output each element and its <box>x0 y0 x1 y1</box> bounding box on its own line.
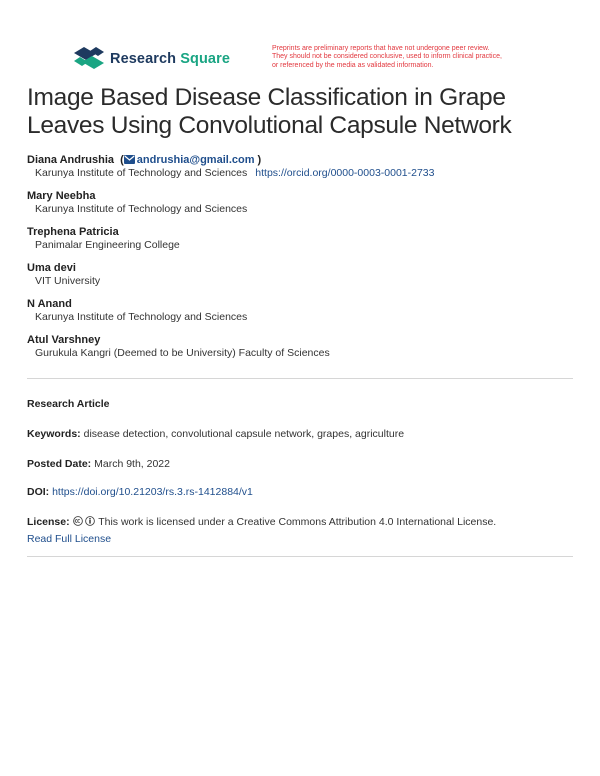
author-name: Diana Andrushia <box>27 154 114 166</box>
author-name: N Anand <box>27 298 72 310</box>
author-name: Trephena Patricia <box>27 226 119 238</box>
logo-word-square: Square <box>180 51 230 67</box>
article-type-label: Research Article <box>27 398 110 410</box>
author-entry <box>27 333 577 369</box>
author-affiliation: VIT University <box>35 275 101 287</box>
license-text: This work is licensed under a Creative Commons Attribution 4.0 International License. <box>98 516 497 528</box>
creative-commons-icon <box>73 516 83 526</box>
posted-date-label: Posted Date: <box>27 458 92 470</box>
orcid-link[interactable]: https://orcid.org/0000-0003-0001-2733 <box>255 167 435 179</box>
section-divider <box>27 556 573 557</box>
keywords-label: Keywords: <box>27 428 81 440</box>
author-name: Mary Neebha <box>27 190 96 202</box>
author-list <box>27 153 577 369</box>
author-name: Atul Varshney <box>27 334 101 346</box>
disclaimer-line: or referenced by the media as validated information. <box>272 61 434 69</box>
envelope-icon <box>124 155 135 164</box>
license-link-row <box>27 533 577 545</box>
article-type <box>27 398 577 410</box>
doi-row <box>27 486 577 498</box>
logo-word-research: Research <box>110 51 177 67</box>
paper-title <box>27 84 577 140</box>
posted-date-value: March 9th, 2022 <box>94 458 170 470</box>
license-label: License: <box>27 516 70 528</box>
section-divider <box>27 378 573 379</box>
research-square-logo[interactable] <box>74 47 230 71</box>
author-entry <box>27 225 577 261</box>
author-affiliation: Panimalar Engineering College <box>35 239 180 251</box>
keywords-value: disease detection, convolutional capsule network, grapes, agriculture <box>83 428 405 440</box>
author-affiliation: Karunya Institute of Technology and Sciences <box>35 203 248 215</box>
preprint-disclaimer <box>272 45 572 70</box>
research-square-logo-icon <box>74 47 104 71</box>
read-full-license-link[interactable]: Read Full License <box>27 533 112 545</box>
author-affiliation: Gurukula Kangri (Deemed to be University) Faculty of Sciences <box>35 347 330 359</box>
license-row <box>27 516 577 528</box>
doi-label: DOI: <box>27 486 50 498</box>
author-entry <box>27 297 577 333</box>
posted-date-row <box>27 458 577 470</box>
author-entry: Diana Andrushia ( andrushia@gmail.com ) Karunya Institute of Technology and Sciences https://orcid.org/0000-0003-0001-2733 <box>27 154 435 179</box>
doi-link[interactable]: https://doi.org/10.21203/rs.3.rs-1412884/v1 <box>52 486 253 498</box>
attribution-icon <box>85 516 95 526</box>
title-line: Image Based Disease Classification in Grape <box>27 84 506 111</box>
author-name: Uma devi <box>27 262 76 274</box>
author-affiliation: Karunya Institute of Technology and Sciences <box>35 167 248 179</box>
author-entry <box>27 261 577 297</box>
keywords-row <box>27 428 577 440</box>
disclaimer-line: They should not be considered conclusive, used to inform clinical practice, <box>272 53 502 61</box>
author-affiliation: Karunya Institute of Technology and Sciences <box>35 311 248 323</box>
disclaimer-line: Preprints are preliminary reports that have not undergone peer review. <box>272 45 490 52</box>
author-email-link[interactable]: andrushia@gmail.com <box>136 154 255 166</box>
title-line: Leaves Using Convolutional Capsule Network <box>27 112 512 139</box>
logo-wordmark <box>110 51 230 67</box>
author-entry <box>27 189 577 225</box>
